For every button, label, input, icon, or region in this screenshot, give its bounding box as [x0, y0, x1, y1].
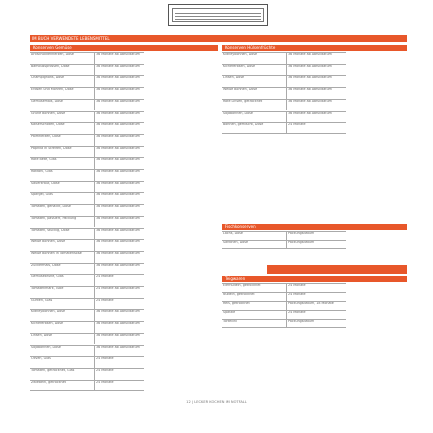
item-name: Rote Linsen, getrocknet [223, 99, 263, 103]
table-row [222, 87, 346, 99]
item-name: Linsen, Dose [31, 333, 53, 337]
item-name: Kichererbsen, Dose [223, 64, 256, 68]
table-row [222, 64, 346, 76]
item-name: Weiße Bohnen, Dose [31, 240, 66, 244]
item-name: Gurken, Glas [31, 298, 53, 302]
item-shelf-life: 36 Monate ab Abfülldatum [94, 135, 144, 146]
item-shelf-life: 36 Monate ab Abfülldatum [286, 53, 346, 64]
item-shelf-life: 24 Monate [286, 284, 346, 292]
table-row [30, 368, 144, 380]
page-footer: 12 | LECKER KOCHEN IM NOTFALL [186, 400, 247, 404]
table-row [222, 75, 346, 87]
item-name: Kichererbsen, Dose [31, 322, 64, 326]
item-name: Sojabohnen, Dose [31, 345, 61, 349]
table-row [30, 228, 144, 240]
page-title: IM BUCH VERWENDETE LEBENSMITTEL [30, 35, 407, 42]
item-shelf-life: 24 Monate [286, 123, 346, 133]
table-row [30, 333, 144, 345]
item-name: Sojabohnen, Dose [223, 111, 253, 115]
item-shelf-life: 36 Monate ab Abfülldatum [94, 217, 144, 228]
item-shelf-life: 36 Monate ab Abfülldatum [94, 193, 144, 204]
item-shelf-life: Packungsdatum [286, 241, 346, 248]
logo-line [175, 16, 261, 17]
item-name: Nudeln, getrocknet [223, 293, 255, 296]
item-name: Tomaten, getrocknet, Glas [31, 368, 75, 372]
item-shelf-life: Packungsdatum [286, 232, 346, 240]
item-name: Gemüsemais, Dose [31, 99, 63, 103]
item-shelf-life: 36 Monate ab Abfülldatum [94, 147, 144, 158]
table-row [30, 298, 144, 310]
item-shelf-life: 24 Monate [286, 311, 346, 319]
item-shelf-life: 36 Monate ab Abfülldatum [286, 100, 346, 111]
item-name: Spargel, Glas [31, 193, 53, 197]
item-name: Rote Bete, Glas [31, 158, 57, 162]
item-shelf-life: 36 Monate ab Abfülldatum [94, 229, 144, 240]
item-shelf-life: 24 Monate [94, 357, 144, 368]
table-row [30, 239, 144, 251]
item-shelf-life: 36 Monate ab Abfülldatum [94, 88, 144, 99]
table-row [222, 301, 346, 310]
table-row [30, 309, 144, 321]
item-shelf-life: 24 Monate [94, 299, 144, 310]
table-row [30, 321, 144, 333]
section-bar [267, 265, 407, 274]
item-shelf-life: 36 Monate ab Abfülldatum [94, 240, 144, 251]
table-row [30, 356, 144, 368]
item-shelf-life: 24 Monate [94, 381, 144, 391]
item-shelf-life: 24 Monate [94, 275, 144, 286]
table-row [30, 87, 144, 99]
item-shelf-life: 36 Monate ab Abfülldatum [286, 76, 346, 87]
table-row [30, 122, 144, 134]
item-shelf-life: 36 Monate ab Abfülldatum [94, 182, 144, 193]
item-name: Kidneybohnen, Dose [31, 310, 66, 314]
item-shelf-life: 36 Monate ab Abfülldatum [94, 123, 144, 134]
table-row [30, 52, 144, 64]
item-name: Tomaten, stückig, Dose [31, 228, 70, 232]
logo-box [168, 4, 268, 26]
item-name: Eiernudeln, getrocknet [223, 284, 261, 287]
item-name: Weiße Bohnen in Tomatensoße [31, 251, 82, 255]
item-shelf-life: 24 Monate [94, 369, 144, 380]
item-name: Artischockenherzen, Dose [31, 53, 74, 56]
table-row [30, 181, 144, 193]
item-name: Lachs, Dose [223, 232, 243, 235]
table-row [222, 52, 346, 64]
item-shelf-life: 36 Monate ab Abfülldatum [94, 170, 144, 181]
item-shelf-life: 24 Monate ab Abfülldatum [94, 287, 144, 298]
table-row [30, 157, 144, 169]
table-row [30, 99, 144, 111]
table-row [30, 75, 144, 87]
section-head-right: Konserven Hülsenfrüchte [222, 45, 407, 51]
item-name: Sardinen, Dose [223, 241, 249, 244]
item-name: Sauerkraut, Dose [31, 181, 60, 185]
section-head-pasta: Teigwaren [222, 276, 407, 282]
item-name: Champignons, Dose [31, 76, 65, 80]
item-name: Oliven, Glas [31, 357, 51, 361]
item-name: Zuckermais, Dose [31, 263, 61, 267]
table-row [222, 122, 346, 134]
item-name: Tomaten, gehackt, Dose [31, 205, 71, 209]
item-shelf-life: 36 Monate ab Abfülldatum [94, 264, 144, 275]
item-shelf-life: 36 Monate ab Abfülldatum [94, 346, 144, 357]
table-row [30, 216, 144, 228]
table-row [222, 240, 346, 249]
item-name: Paprika in Streifen, Dose [31, 146, 72, 150]
item-name: Tomatenmark, Tube [31, 287, 64, 290]
item-shelf-life: 36 Monate ab Abfülldatum [286, 65, 346, 76]
item-shelf-life: Packungsdatum, 18 Monate [286, 302, 346, 310]
table-row [30, 263, 144, 275]
item-shelf-life: 36 Monate ab Abfülldatum [94, 158, 144, 169]
item-shelf-life: 24 Monate [286, 293, 346, 301]
item-shelf-life: 36 Monate ab Abfülldatum [286, 88, 346, 99]
item-name: Rotkohl, Glas [31, 170, 53, 173]
item-name: Tomaten, passiert, Packung [31, 216, 77, 220]
item-name: Palmherzen, Dose [31, 134, 61, 138]
table-row [222, 99, 346, 111]
logo-line [175, 13, 261, 14]
table-row [30, 134, 144, 146]
table-row [222, 319, 346, 328]
item-name: Zwiebeln, getrocknet [31, 380, 66, 384]
table-row [30, 204, 144, 216]
table-row [222, 310, 346, 319]
section-head-left: Konserven Gemüse [30, 45, 218, 51]
item-name: Spätzle [223, 311, 236, 314]
item-name: Tortellini [223, 320, 237, 323]
item-shelf-life: 36 Monate ab Abfülldatum [94, 112, 144, 123]
table-row [30, 251, 144, 263]
item-shelf-life: 36 Monate ab Abfülldatum [94, 76, 144, 87]
section-head-fish: Fischkonserven [222, 224, 407, 230]
table-row [30, 146, 144, 158]
table-row [30, 286, 144, 298]
item-shelf-life: 36 Monate ab Abfülldatum [94, 334, 144, 345]
table-row [222, 231, 346, 240]
table-row [30, 64, 144, 76]
table-row [30, 111, 144, 123]
item-shelf-life: Packungsdatum [286, 320, 346, 327]
item-name: Grüne Bohnen, Dose [31, 111, 66, 115]
table-row [30, 380, 144, 392]
item-shelf-life: 36 Monate ab Abfülldatum [94, 322, 144, 333]
item-name: Erbsen und Möhren, Dose [31, 88, 74, 92]
table-row [222, 283, 346, 292]
item-shelf-life: 36 Monate ab Abfülldatum [94, 252, 144, 263]
item-name: Weiße Bohnen, Dose [223, 88, 258, 92]
item-name: Gemüsebrühe, Glas [31, 275, 64, 279]
table-row [30, 192, 144, 204]
item-name: Linsen, Dose [223, 76, 245, 80]
table-row [30, 169, 144, 181]
table-row [30, 274, 144, 286]
item-name: Kaiserschoten, Dose [31, 123, 65, 127]
item-name: Kidneybohnen, Dose [223, 53, 258, 56]
item-shelf-life: 36 Monate ab Abfülldatum [94, 100, 144, 111]
item-name: Bambussprossen, Dose [31, 64, 70, 68]
table-row [222, 292, 346, 301]
item-name: Reis, getrocknet [223, 302, 250, 305]
logo-line [175, 19, 261, 20]
item-shelf-life: 36 Monate ab Abfülldatum [94, 310, 144, 321]
item-shelf-life: 36 Monate ab Abfülldatum [94, 65, 144, 76]
item-shelf-life: 36 Monate ab Abfülldatum [286, 112, 346, 123]
table-row [30, 345, 144, 357]
item-shelf-life: 36 Monate ab Abfülldatum [94, 53, 144, 64]
item-shelf-life: 36 Monate ab Abfülldatum [94, 205, 144, 216]
table-row [222, 111, 346, 123]
item-name: Bohnen, gemischt, Dose [223, 123, 264, 127]
